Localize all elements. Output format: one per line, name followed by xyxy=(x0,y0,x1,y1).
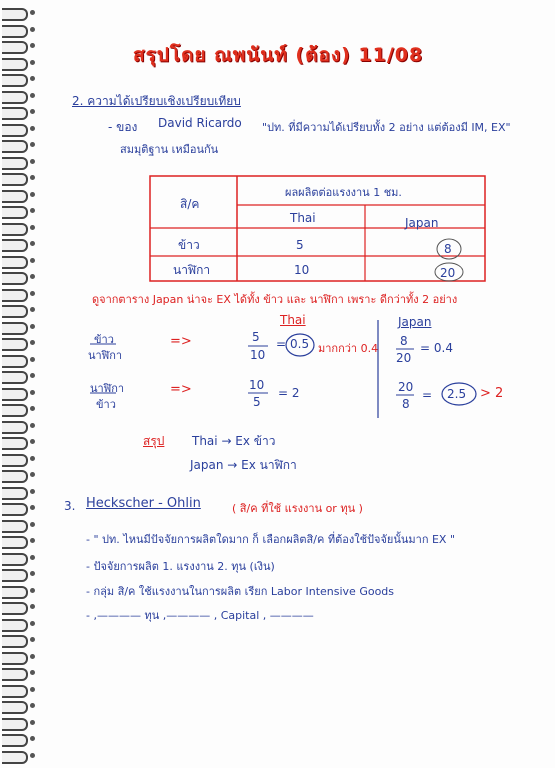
japan-r2-note: > 2 xyxy=(480,386,504,401)
page-title: สรุปโดย ณพนันท์ (ต้อง) 11/08 xyxy=(133,44,424,66)
table-col-japan: Japan xyxy=(405,216,439,230)
japan-r2-num: 20 xyxy=(398,380,414,394)
ratio1-denominator: นาฬิกา xyxy=(88,349,123,362)
table-cell-thai: 10 xyxy=(294,263,310,277)
section2-heading: 2. ความได้เปรียบเชิงเปรียบเทียบ xyxy=(72,94,241,108)
japan-r1-eq: = 0.4 xyxy=(420,341,453,355)
ratio2-denominator: ข้าว xyxy=(96,398,116,411)
ricardo-prefix: - ของ xyxy=(108,120,138,134)
thai-r1-eq: = xyxy=(276,337,287,351)
thai-r1-den: 10 xyxy=(250,348,266,362)
thai-r1-num: 5 xyxy=(252,330,260,344)
conclusion-thai: Thai → Ex ข้าว xyxy=(192,434,276,448)
conclusion-label: สรุป xyxy=(143,434,165,448)
table-cell-japan: 20 xyxy=(440,266,456,280)
labor-intensive-line: - กลุ่ม สิ/ค ใช้แรงงานในการผลิต เรียก Labor Intensive Goods xyxy=(86,585,395,598)
hecksher-quote: - " ปท. ไหนมีปัจจัยการผลิตใดมาก ก็ เลือกผลิตสิ/ค ที่ต้องใช้ปัจจัยนั้นมาก EX " xyxy=(86,533,456,546)
japan-r2-eq: = xyxy=(422,388,433,402)
ratio1-numerator: ข้าว xyxy=(94,333,114,346)
thai-r2-eq: = 2 xyxy=(278,386,300,400)
author-name: David Ricardo xyxy=(158,116,242,130)
table-cell-japan: 8 xyxy=(444,242,452,256)
factors-line: - ปัจจัยการผลิต 1. แรงงาน 2. ทุน (เงิน) xyxy=(86,560,275,573)
section3-heading-note: ( สิ/ค ที่ใช้ แรงงาน or ทุน ) xyxy=(232,502,363,515)
thai-label: Thai xyxy=(280,313,306,327)
section3-heading: Heckscher - Ohlin xyxy=(86,496,201,511)
thai-r1-val: 0.5 xyxy=(290,337,310,351)
japan-label: Japan xyxy=(398,315,432,329)
japan-r1-den: 20 xyxy=(396,351,412,365)
japan-r1-num: 8 xyxy=(400,334,408,348)
ricardo-quote: "ปท. ที่มีความได้เปรียบทั้ง 2 อย่าง แต่ต้องมี IM, EX" xyxy=(262,121,511,134)
assumption-text: สมมุติฐาน เหมือนกัน xyxy=(120,143,219,156)
section3-number: 3. xyxy=(64,499,76,513)
ratio2-numerator: นาฬิกา xyxy=(90,382,125,395)
thai-r2-num: 10 xyxy=(249,378,265,392)
japan-r2-den: 8 xyxy=(402,397,410,411)
thai-r1-note: มากกว่า 0.4 xyxy=(318,342,379,355)
arrow-1: => xyxy=(170,334,192,349)
table-group-header: ผลผลิตต่อแรงงาน 1 ชม. xyxy=(285,186,402,199)
table-corner: สิ/ค xyxy=(180,197,200,211)
thai-r2-den: 5 xyxy=(253,395,261,409)
arrow-2: => xyxy=(170,382,192,397)
table-row-label: ข้าว xyxy=(178,238,200,252)
table-note: ดูจากตาราง Japan น่าจะ EX ได้ทั้ง ข้าว และ นาฬิกา เพราะ ดีกว่าทั้ง 2 อย่าง xyxy=(92,293,458,306)
japan-r2-val: 2.5 xyxy=(447,387,467,401)
capital-intensive-line: - ,———— ทุน ,———— , Capital , ———— xyxy=(86,609,314,622)
table-col-thai: Thai xyxy=(290,211,316,225)
conclusion-japan: Japan → Ex นาฬิกา xyxy=(190,458,297,472)
table-row-label: นาฬิกา xyxy=(173,263,211,277)
table-cell-thai: 5 xyxy=(296,238,304,252)
